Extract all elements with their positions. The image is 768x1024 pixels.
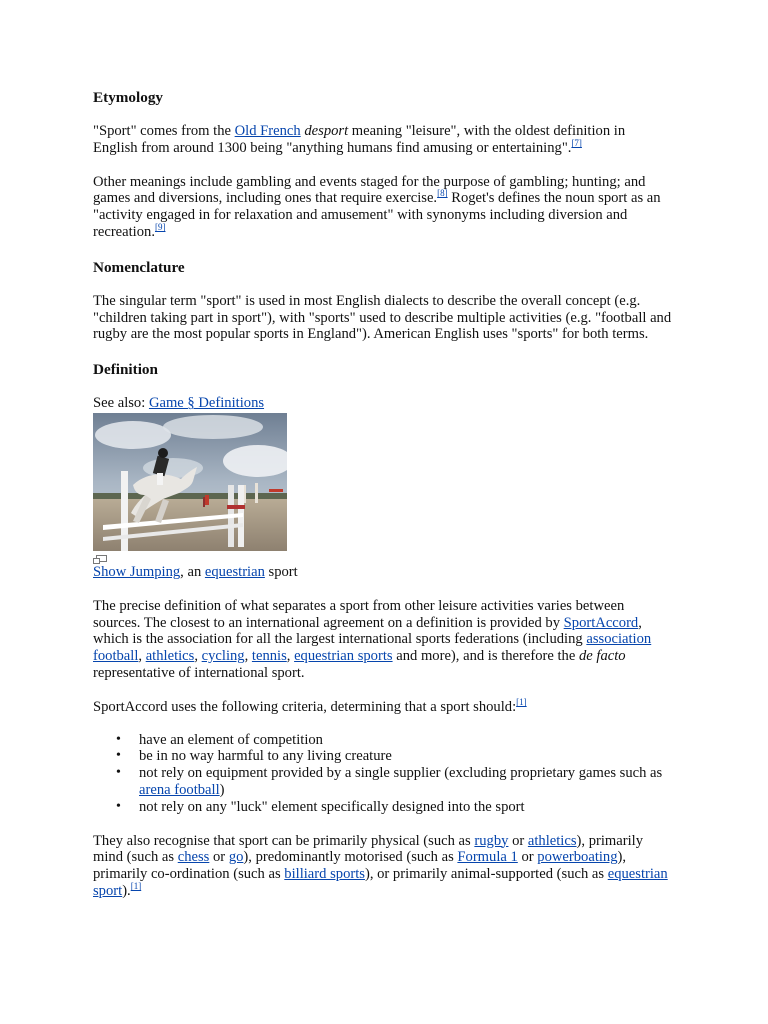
see-also [93, 395, 673, 412]
etymology-paragraph-2 [93, 174, 673, 241]
list-item: • have an element of competition [139, 732, 673, 749]
term-de-facto: de facto [578, 648, 626, 665]
text: meaning "leisure", with the oldest definition in English from around 1300 being "anything humans find amusing or entertaining". [93, 123, 626, 156]
text: , [138, 648, 146, 665]
text: , [244, 648, 252, 665]
text: , [194, 648, 202, 665]
link-tennis[interactable]: tennis [251, 648, 287, 665]
figure-caption [93, 564, 673, 581]
definition-paragraph-1 [93, 598, 673, 682]
text: SportAccord uses the following criteria, determining that a sport should: [93, 698, 517, 715]
link-show-jumping[interactable]: Show Jumping [93, 563, 181, 580]
text: or [517, 849, 538, 866]
heading-nomenclature: Nomenclature [93, 258, 185, 276]
link-association-football[interactable]: association football [93, 631, 652, 665]
text: or [209, 849, 229, 866]
citation-8-link[interactable]: [8] [437, 188, 448, 199]
citation-8[interactable] [437, 188, 448, 198]
text: The precise definition of what separates a sport from other leisure activities varies between sources. The closest to an international agreement on a definition is provided by [93, 597, 625, 631]
link-equestrian-sport[interactable]: equestrian sport [93, 866, 668, 899]
citation-7-link[interactable]: [7] [571, 137, 582, 148]
list-item: • be in no way harmful to any living creature [139, 748, 673, 765]
nomenclature-paragraph: The singular term "sport" is used in most English dialects to describe the overall concept (e.g. "children taking part in sport"), with "sports" used to describe multiple activities (e.g. "football and rugby are the most popular sports in England"). American English uses "sports" for both terms. [93, 292, 672, 343]
citation-1b[interactable] [131, 881, 142, 891]
link-old-french[interactable]: Old French [234, 123, 301, 139]
text: representative of international sport. [93, 664, 305, 681]
link-chess[interactable]: chess [177, 849, 210, 866]
heading-definition: Definition [93, 361, 158, 379]
citation-7[interactable] [571, 138, 582, 148]
text: ), or primarily animal-supported (such as [364, 866, 608, 883]
link-arena-football[interactable]: arena football [139, 781, 220, 798]
citation-9[interactable] [155, 222, 166, 232]
link-billiard-sports[interactable]: billiard sports [284, 866, 365, 883]
link-equestrian-sports[interactable]: equestrian sports [294, 648, 393, 665]
text: Roget's defines the noun sport as an "activity engaged in for relaxation and amusement" with synonyms including diversion and recreation. [93, 190, 661, 240]
text: , an [180, 563, 205, 580]
text: They also recognise that sport can be primarily physical (such as [93, 832, 475, 849]
text: Other meanings include gambling and events staged for the purpose of gambling; hunting; and games and diversions, including ones that require exercise. [93, 173, 646, 207]
list-item [139, 765, 673, 799]
link-rugby[interactable]: rugby [474, 832, 509, 849]
etymology-paragraph-1 [93, 123, 673, 157]
article-content [93, 86, 673, 900]
see-also-label: See also: [93, 395, 149, 412]
term-desport: desport [304, 123, 349, 139]
show-jumping-photo[interactable] [93, 413, 287, 551]
link-game-definitions[interactable]: Game § Definitions [148, 395, 265, 412]
link-formula-1[interactable]: Formula 1 [457, 849, 518, 866]
citation-9-link[interactable]: [9] [154, 221, 166, 232]
definition-paragraph-2 [93, 696, 673, 716]
text: ), primarily co-ordination (such as [93, 849, 627, 883]
criteria-list [93, 732, 673, 816]
text: sport [264, 563, 298, 580]
link-athletics-2[interactable]: athletics [527, 832, 577, 849]
link-cycling[interactable]: cycling [201, 648, 245, 665]
definition-paragraph-3 [93, 833, 673, 900]
link-go[interactable]: go [228, 849, 244, 866]
text: , which is the association for all the largest international sports federations (including [93, 614, 642, 648]
enlarge-icon[interactable] [93, 555, 107, 564]
text: or [508, 832, 528, 849]
text: "Sport" comes from the [93, 123, 235, 139]
link-sportaccord[interactable]: SportAccord [563, 614, 639, 631]
text: not rely on equipment provided by a single supplier (excluding proprietary games such as [139, 765, 663, 782]
list-item: • not rely on any "luck" element specifically designed into the sport [139, 799, 673, 816]
link-equestrian[interactable]: equestrian [204, 563, 265, 580]
citation-1b-link[interactable]: [1] [130, 880, 142, 891]
link-athletics[interactable]: athletics [145, 648, 195, 665]
heading-etymology: Etymology [93, 89, 164, 106]
citation-1[interactable] [516, 697, 527, 707]
text: ), primarily mind (such as [93, 832, 643, 866]
text: and more), and is therefore the [392, 648, 579, 665]
citation-1-link[interactable]: [1] [516, 696, 527, 707]
text: ) [219, 781, 225, 798]
text: ), predominantly motorised (such as [243, 849, 458, 866]
text: ). [122, 882, 131, 899]
text: , [286, 648, 295, 665]
link-powerboating[interactable]: powerboating [537, 849, 618, 866]
